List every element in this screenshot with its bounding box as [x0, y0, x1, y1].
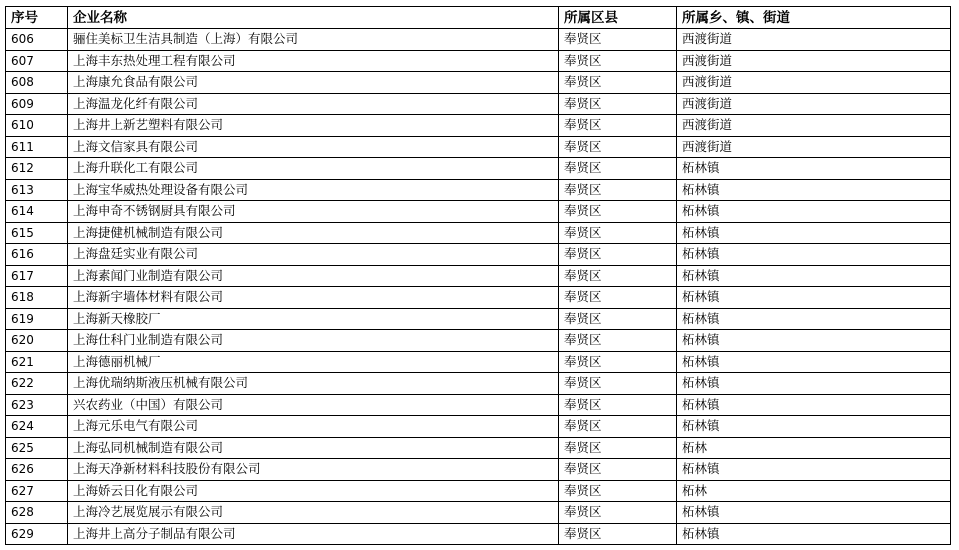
cell-company-name[interactable]: 上海素闻门业制造有限公司 [68, 265, 559, 287]
cell-town-street[interactable]: 西渡街道 [677, 29, 951, 51]
cell-company-name[interactable]: 上海捷健机械制造有限公司 [68, 222, 559, 244]
spreadsheet-sheet [5, 6, 951, 545]
table-row [6, 50, 951, 72]
cell-district[interactable]: 奉贤区 [559, 115, 677, 137]
cell-company-name[interactable]: 上海新宇墙体材料有限公司 [68, 287, 559, 309]
table-row [6, 480, 951, 502]
cell-index[interactable]: 627 [6, 480, 68, 502]
cell-district[interactable]: 奉贤区 [559, 459, 677, 481]
table-row [6, 222, 951, 244]
cell-town-street[interactable]: 柘林镇 [677, 179, 951, 201]
header-cell-town-street[interactable]: 所属乡、镇、街道 [677, 7, 951, 29]
cell-district[interactable]: 奉贤区 [559, 308, 677, 330]
cell-town-street[interactable]: 柘林镇 [677, 287, 951, 309]
cell-district[interactable]: 奉贤区 [559, 244, 677, 266]
cell-town-street[interactable]: 柘林镇 [677, 265, 951, 287]
cell-town-street[interactable]: 柘林镇 [677, 308, 951, 330]
cell-district[interactable]: 奉贤区 [559, 72, 677, 94]
cell-town-street[interactable]: 柘林镇 [677, 373, 951, 395]
cell-town-street[interactable]: 柘林镇 [677, 201, 951, 223]
cell-index[interactable]: 614 [6, 201, 68, 223]
cell-district[interactable]: 奉贤区 [559, 373, 677, 395]
cell-district[interactable]: 奉贤区 [559, 265, 677, 287]
cell-district[interactable]: 奉贤区 [559, 394, 677, 416]
cell-town-street[interactable]: 西渡街道 [677, 50, 951, 72]
cell-district[interactable]: 奉贤区 [559, 351, 677, 373]
table-row [6, 201, 951, 223]
table-row [6, 308, 951, 330]
cell-district[interactable]: 奉贤区 [559, 29, 677, 51]
header-cell-index[interactable]: 序号 [6, 7, 68, 29]
cell-district[interactable]: 奉贤区 [559, 287, 677, 309]
cell-index[interactable]: 620 [6, 330, 68, 352]
cell-company-name[interactable]: 上海升联化工有限公司 [68, 158, 559, 180]
cell-town-street[interactable]: 柘林镇 [677, 523, 951, 545]
cell-company-name[interactable]: 上海天净新材料科技股份有限公司 [68, 459, 559, 481]
table-row [6, 502, 951, 524]
cell-town-street[interactable]: 柘林镇 [677, 351, 951, 373]
cell-town-street[interactable]: 柘林镇 [677, 330, 951, 352]
table-row [6, 330, 951, 352]
cell-index[interactable]: 628 [6, 502, 68, 524]
cell-district[interactable]: 奉贤区 [559, 330, 677, 352]
cell-town-street[interactable]: 柘林镇 [677, 394, 951, 416]
cell-town-street[interactable]: 柘林 [677, 480, 951, 502]
cell-company-name[interactable]: 上海盘廷实业有限公司 [68, 244, 559, 266]
cell-company-name[interactable]: 兴农药业（中国）有限公司 [68, 394, 559, 416]
cell-index[interactable]: 624 [6, 416, 68, 438]
cell-index[interactable]: 607 [6, 50, 68, 72]
table-row [6, 29, 951, 51]
cell-index[interactable]: 610 [6, 115, 68, 137]
cell-town-street[interactable]: 西渡街道 [677, 72, 951, 94]
cell-town-street[interactable]: 西渡街道 [677, 136, 951, 158]
header-cell-district[interactable]: 所属区县 [559, 7, 677, 29]
cell-index[interactable]: 613 [6, 179, 68, 201]
cell-company-name[interactable]: 上海井上高分子制品有限公司 [68, 523, 559, 545]
cell-company-name[interactable]: 上海丰东热处理工程有限公司 [68, 50, 559, 72]
cell-index[interactable]: 621 [6, 351, 68, 373]
cell-town-street[interactable]: 柘林镇 [677, 416, 951, 438]
cell-index[interactable]: 618 [6, 287, 68, 309]
cell-district[interactable]: 奉贤区 [559, 416, 677, 438]
cell-company-name[interactable]: 上海文信家具有限公司 [68, 136, 559, 158]
table-body [6, 29, 951, 545]
cell-company-name[interactable]: 上海仕科门业制造有限公司 [68, 330, 559, 352]
cell-district[interactable]: 奉贤区 [559, 158, 677, 180]
table-row [6, 179, 951, 201]
table-row [6, 115, 951, 137]
table-row [6, 459, 951, 481]
cell-district[interactable]: 奉贤区 [559, 179, 677, 201]
table-row [6, 158, 951, 180]
cell-index[interactable]: 608 [6, 72, 68, 94]
cell-town-street[interactable]: 柘林镇 [677, 502, 951, 524]
cell-company-name[interactable]: 上海新天橡胶厂 [68, 308, 559, 330]
cell-company-name[interactable]: 骊住美标卫生洁具制造（上海）有限公司 [68, 29, 559, 51]
cell-index[interactable]: 617 [6, 265, 68, 287]
table-row [6, 72, 951, 94]
table-row [6, 437, 951, 459]
table-row [6, 351, 951, 373]
table-row [6, 523, 951, 545]
cell-index[interactable]: 616 [6, 244, 68, 266]
table-row [6, 373, 951, 395]
enterprise-table [5, 6, 951, 545]
cell-town-street[interactable]: 柘林 [677, 437, 951, 459]
cell-company-name[interactable]: 上海元乐电气有限公司 [68, 416, 559, 438]
table-row [6, 265, 951, 287]
cell-company-name[interactable]: 上海申奇不锈钢厨具有限公司 [68, 201, 559, 223]
cell-company-name[interactable]: 上海康允食品有限公司 [68, 72, 559, 94]
cell-company-name[interactable]: 上海冷艺展览展示有限公司 [68, 502, 559, 524]
table-row [6, 416, 951, 438]
cell-district[interactable]: 奉贤区 [559, 480, 677, 502]
cell-company-name[interactable]: 上海宝华威热处理设备有限公司 [68, 179, 559, 201]
cell-index[interactable]: 622 [6, 373, 68, 395]
cell-index[interactable]: 626 [6, 459, 68, 481]
cell-index[interactable]: 619 [6, 308, 68, 330]
cell-index[interactable]: 612 [6, 158, 68, 180]
cell-district[interactable]: 奉贤区 [559, 136, 677, 158]
cell-town-street[interactable]: 西渡街道 [677, 115, 951, 137]
table-row [6, 394, 951, 416]
cell-district[interactable]: 奉贤区 [559, 502, 677, 524]
cell-town-street[interactable]: 西渡街道 [677, 93, 951, 115]
cell-company-name[interactable]: 上海德丽机械厂 [68, 351, 559, 373]
cell-town-street[interactable]: 柘林镇 [677, 158, 951, 180]
cell-index[interactable]: 625 [6, 437, 68, 459]
cell-index[interactable]: 615 [6, 222, 68, 244]
table-row [6, 244, 951, 266]
cell-index[interactable]: 623 [6, 394, 68, 416]
cell-company-name[interactable]: 上海弘同机械制造有限公司 [68, 437, 559, 459]
cell-district[interactable]: 奉贤区 [559, 201, 677, 223]
table-row [6, 93, 951, 115]
cell-index[interactable]: 606 [6, 29, 68, 51]
cell-district[interactable]: 奉贤区 [559, 50, 677, 72]
cell-index[interactable]: 609 [6, 93, 68, 115]
cell-district[interactable]: 奉贤区 [559, 523, 677, 545]
cell-company-name[interactable]: 上海井上新艺塑料有限公司 [68, 115, 559, 137]
table-row [6, 136, 951, 158]
cell-town-street[interactable]: 柘林镇 [677, 222, 951, 244]
cell-district[interactable]: 奉贤区 [559, 437, 677, 459]
cell-company-name[interactable]: 上海优瑞纳斯液压机械有限公司 [68, 373, 559, 395]
header-cell-company-name[interactable]: 企业名称 [68, 7, 559, 29]
cell-town-street[interactable]: 柘林镇 [677, 244, 951, 266]
cell-company-name[interactable]: 上海娇云日化有限公司 [68, 480, 559, 502]
table-row [6, 287, 951, 309]
cell-company-name[interactable]: 上海温龙化纤有限公司 [68, 93, 559, 115]
cell-town-street[interactable]: 柘林镇 [677, 459, 951, 481]
cell-district[interactable]: 奉贤区 [559, 93, 677, 115]
cell-index[interactable]: 629 [6, 523, 68, 545]
table-header-row [6, 7, 951, 29]
cell-index[interactable]: 611 [6, 136, 68, 158]
cell-district[interactable]: 奉贤区 [559, 222, 677, 244]
